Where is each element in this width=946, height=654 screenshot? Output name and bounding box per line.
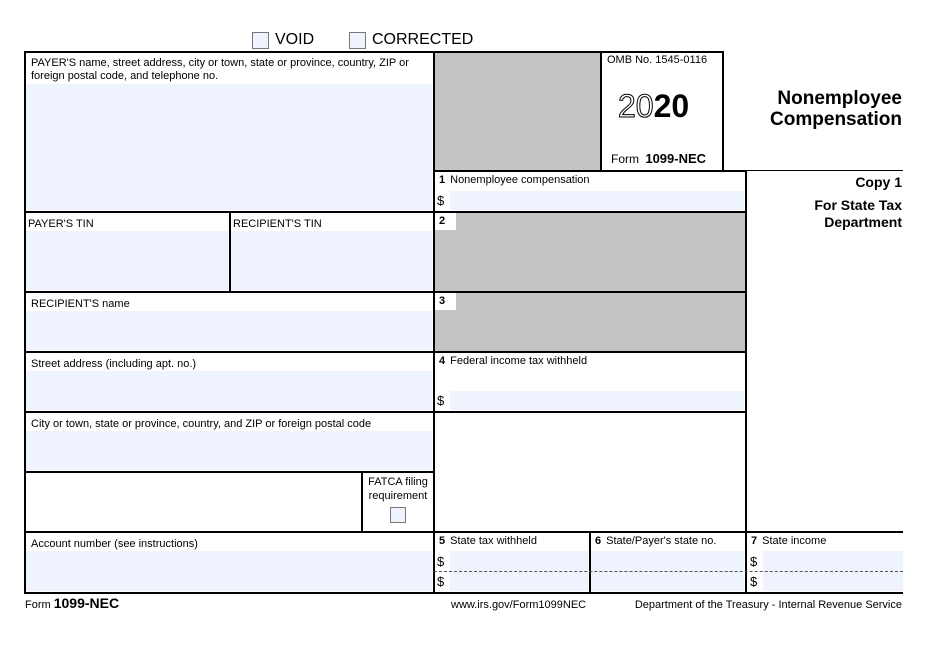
box3-label: 3 (439, 295, 446, 307)
footer-agency: Department of the Treasury - Internal Revenue Service (634, 599, 902, 611)
tax-year: 2020 (618, 88, 690, 124)
box5-label: 5 State tax withheld (439, 535, 537, 547)
box7-dollar: $ (750, 554, 758, 569)
box7-dollar-2: $ (750, 574, 758, 589)
account-input[interactable] (25, 551, 432, 591)
fatca-label: FATCA filing requirement (368, 476, 428, 502)
recipient-tin-input[interactable] (231, 231, 432, 290)
box5-dollar: $ (437, 554, 445, 569)
copy-destination: For State Tax Department (814, 197, 902, 230)
fatca-checkbox[interactable] (390, 507, 406, 523)
recipient-name-label: RECIPIENT'S name (31, 298, 130, 310)
box1-dollar: $ (437, 193, 445, 208)
payer-tin-label: PAYER'S TIN (28, 218, 94, 230)
street-label: Street address (including apt. no.) (31, 358, 197, 370)
payer-info-input[interactable] (25, 84, 432, 210)
corrected-label: CORRECTED (372, 31, 474, 48)
box5-dollar-2: $ (437, 574, 445, 589)
payer-tin-input[interactable] (25, 231, 228, 290)
account-label: Account number (see instructions) (31, 538, 198, 550)
street-input[interactable] (25, 371, 432, 410)
footer-form-name: Form 1099-NEC (25, 595, 120, 611)
form-title: Nonemployee Compensation (770, 88, 902, 130)
omb-number: OMB No. 1545-0116 (607, 54, 708, 66)
box2-label: 2 (439, 215, 446, 227)
payer-info-label: PAYER'S name, street address, city or town, state or province, country, ZIP or foreign postal code, and telephone no. (31, 57, 409, 82)
void-checkbox[interactable] (252, 32, 269, 49)
box7-label: 7 State income (751, 535, 827, 547)
omb-form-name: Form 1099-NEC (611, 151, 707, 166)
box1-input[interactable] (450, 191, 744, 210)
city-label: City or town, state or province, country, and ZIP or foreign postal code (31, 418, 372, 430)
recipient-tin-label: RECIPIENT'S TIN (233, 218, 322, 230)
box1-label: 1 Nonemployee compensation (439, 174, 590, 186)
city-input[interactable] (25, 431, 432, 470)
box4-input[interactable] (450, 391, 744, 410)
copy-label: Copy 1 (855, 174, 902, 190)
recipient-name-input[interactable] (25, 311, 432, 350)
box3-shaded (434, 292, 745, 351)
corrected-checkbox[interactable] (349, 32, 366, 49)
box6-label: 6 State/Payer's state no. (595, 535, 717, 547)
void-label: VOID (275, 31, 315, 48)
box4-dollar: $ (437, 393, 445, 408)
footer-url[interactable]: www.irs.gov/Form1099NEC (451, 599, 587, 611)
box4-label: 4 Federal income tax withheld (439, 355, 588, 367)
box2-shaded (434, 212, 745, 291)
shaded-area (434, 52, 600, 170)
